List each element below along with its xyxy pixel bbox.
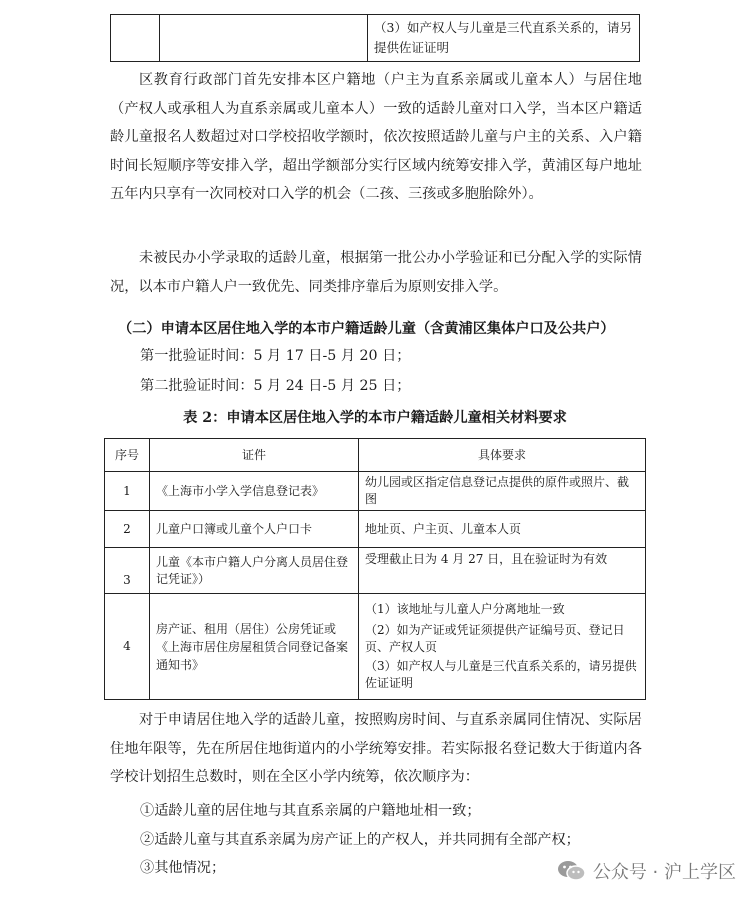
paragraph-residence-admission: 对于申请居住地入学的适龄儿童，按照购房时间、与直系亲属同住情况、实际居住地年限等，先在所居住地街道内的小学统筹安排。若实际报名登记数大于街道内各学校计划招生总数时，则在全区小学内统筹，依次顺序为： bbox=[110, 712, 642, 785]
table-row bbox=[105, 511, 646, 548]
top-table-fragment bbox=[110, 14, 640, 62]
table-row bbox=[105, 548, 646, 594]
row-req: 受理截止日为 4 月 27 日，且在验证时为有效 bbox=[359, 548, 646, 594]
watermark bbox=[557, 858, 736, 884]
list-item: ③其他情况； bbox=[140, 860, 226, 876]
header-req: 具体要求 bbox=[359, 439, 646, 472]
list-item: ②适龄儿童与其直系亲属为房产证上的产权人，并共同拥有全部产权； bbox=[140, 832, 580, 848]
top-table-cell-no bbox=[111, 15, 160, 62]
row-doc: 《上海市小学入学信息登记表》 bbox=[150, 472, 359, 511]
watermark-text: 公众号 · 沪上学区 bbox=[592, 862, 736, 883]
row-req: 地址页、户主页、儿童本人页 bbox=[359, 511, 646, 548]
paragraph-unadmitted-children: 未被民办小学录取的适龄儿童，根据第一批公办小学验证和已分配入学的实际情况，以本市户籍人户一致优先、同类排序靠后为原则安排入学。 bbox=[110, 250, 642, 295]
table-row bbox=[105, 472, 646, 511]
list-item: ①适龄儿童的居住地与其直系亲属的户籍地址相一致； bbox=[140, 803, 481, 819]
row-req bbox=[359, 594, 646, 700]
table-header-row bbox=[105, 439, 646, 472]
top-table-cell-req: （3）如产权人与儿童是三代直系关系的，请另提供佐证证明 bbox=[368, 15, 640, 62]
table-caption: 表 2：申请本区居住地入学的本市户籍适龄儿童相关材料要求 bbox=[183, 410, 567, 426]
header-doc: 证件 bbox=[150, 439, 359, 472]
top-table-cell-doc bbox=[160, 15, 368, 62]
verification-second-batch: 第二批验证时间：5 月 24 日-5 月 25 日； bbox=[140, 378, 411, 394]
row-no: 2 bbox=[105, 511, 150, 548]
row-no: 3 bbox=[105, 548, 150, 594]
table-row bbox=[105, 594, 646, 700]
row-req: 幼儿园或区指定信息登记点提供的原件或照片、截图 bbox=[359, 472, 646, 511]
section-heading: （二）申请本区居住地入学的本市户籍适龄儿童（含黄浦区集体户口及公共户） bbox=[118, 321, 615, 337]
row-doc: 儿童《本市户籍人户分离人员居住登记凭证》） bbox=[150, 548, 359, 594]
row-doc: 房产证、租用（居住）公房凭证或《上海市居住房屋租赁合同登记备案通知书》 bbox=[150, 594, 359, 700]
paragraph-admission-rules: 区教育行政部门首先安排本区户籍地（户主为直系亲属或儿童本人）与居住地（产权人或承租人为直系亲属或儿童本人）一致的适龄儿童对口入学，当本区户籍适龄儿童报名人数超过对口学校招收学额时，依次按照适龄儿童与户主的关系、入户籍时间长短顺序等安排入学，超出学额部分实行区域内统筹安排入学，黄浦区每户地址五年内只享有一次同校对口入学的机会（二孩、三孩或多胞胎除外）。 bbox=[110, 72, 642, 202]
row-no: 1 bbox=[105, 472, 150, 511]
req-item: （2）如为产证或凭证须提供产证编号页、登记日页、产权人页 bbox=[365, 623, 625, 654]
verification-first-batch: 第一批验证时间：5 月 17 日-5 月 20 日； bbox=[140, 348, 411, 364]
materials-table bbox=[104, 438, 646, 700]
header-no: 序号 bbox=[105, 439, 150, 472]
row-doc: 儿童户口簿或儿童个人户口卡 bbox=[150, 511, 359, 548]
row-no: 4 bbox=[105, 594, 150, 700]
req-item: （3）如产权人与儿童是三代直系关系的，请另提供佐证证明 bbox=[365, 659, 637, 690]
req-item: （1）该地址与儿童人户分离地址一致 bbox=[365, 602, 565, 616]
wechat-icon bbox=[557, 859, 587, 883]
